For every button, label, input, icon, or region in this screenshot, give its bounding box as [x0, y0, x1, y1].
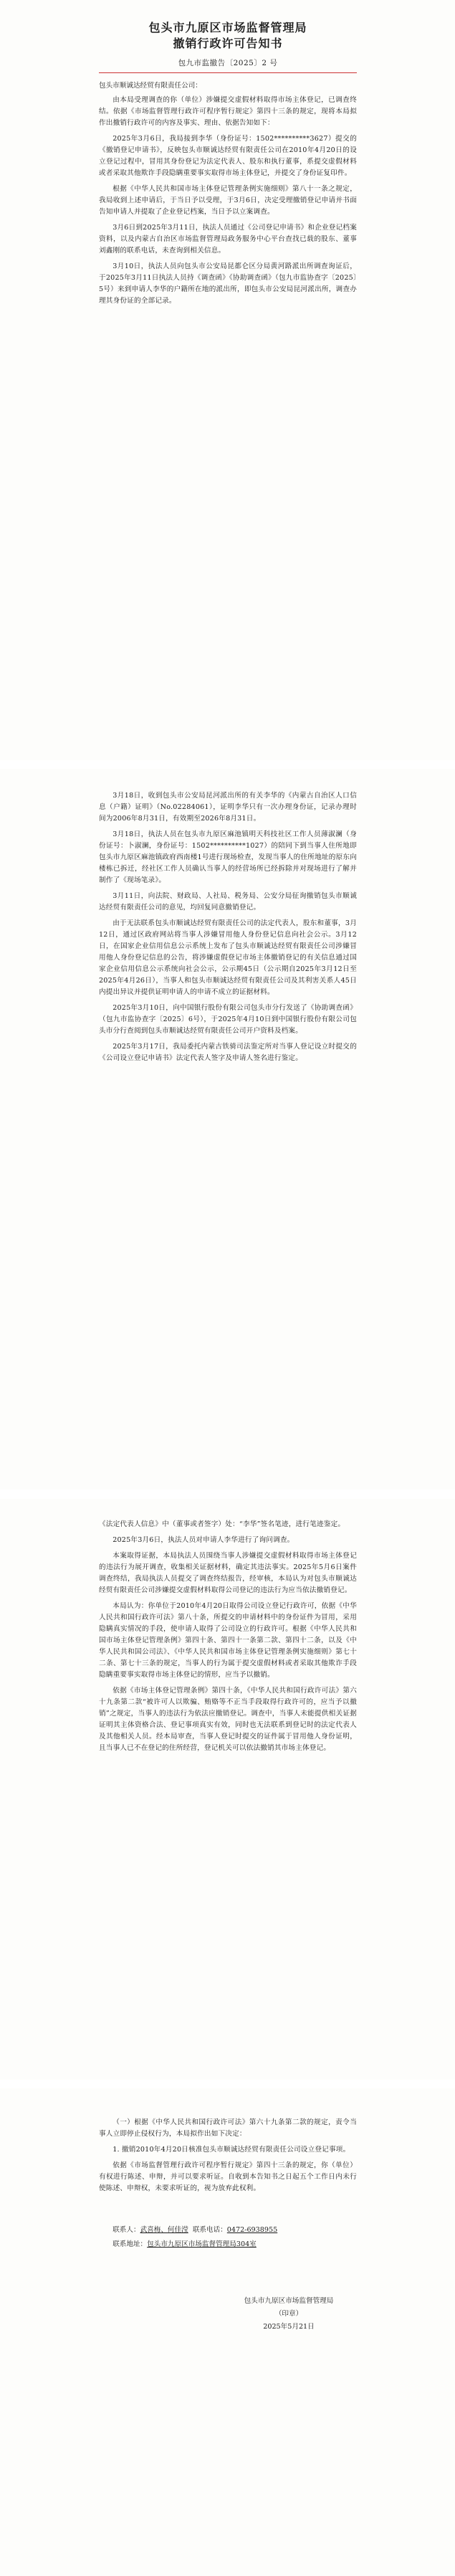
paragraph: 本局认为：你单位于2010年4月20日取得公司设立登记行政许可，依据《中华人民共和国行政许可法》第八十条，所提交的申请材料中的身份证件为冒用，采用隐瞒真实情况的手段，使申请人取得了公司设立的行政许可。根据《中华人民共和国市场主体登记管理条例》第四十条、第四十一条第二款、第四十二条，以及《中华人民共和国公司法》、《中华人民共和国市场主体登记管理条例实施细则》第七十二条、第七十三条的规定，当事人的行为属于提交虚假材料或者采取其他欺诈手段隐瞒重要事实取得市场主体登记的情形，应当予以撤销。 — [99, 1602, 357, 1679]
paragraph: 由于无法联系包头市顺诚达经贸有限责任公司的法定代表人，股东和董事，3月12日，通过区政府网站将当事人涉嫌冒用他人身份登记信息向社会公示。3月12日，在国家企业信用信息公示系统上发布了包头市顺诚达经贸有限责任公司涉嫌冒用他人身份登记信息的公告，将涉嫌虚假登记市场主体撤销登记的有关信息通过国家企业信用信息公示系统向社会公示，公示期45日（公示期自2025年3月12日至2025年4月26日），当事人和包头市顺诚达经贸有限责任公司及其利害关系人45日内提出异议并提供证明申请人的申请不成立的证据材料。 — [99, 919, 357, 996]
document-number: 包九市监撤告〔2025〕2 号 — [178, 59, 278, 67]
phone-label: 联系电话： — [192, 2226, 227, 2234]
paragraph: 2025年3月6日，执法人员对申请人李华进行了询问调查。 — [112, 1536, 294, 1544]
signature-block — [99, 2295, 357, 2334]
page-3-content — [99, 1519, 357, 1758]
document-page-4 — [0, 2088, 455, 2576]
paragraph: 3月11日，向法院、财政局、人社局、税务局、公安分局征询撤销包头市顺诚达经贸有限责任公司的意见，均回复同意撤销登记。 — [99, 892, 357, 911]
document-page-2 — [0, 769, 455, 1490]
contact-phone: 0472-6938955 — [226, 2226, 278, 2234]
document-page-3 — [0, 1499, 455, 2080]
header-divider — [99, 72, 357, 73]
address-label: 联系地址： — [112, 2240, 148, 2248]
contact-names: 武喜梅、何佳滢 — [140, 2226, 188, 2234]
document-title-line2: 撤销行政许可告知书 — [173, 37, 283, 50]
addressee: 包头市顺诚达经贸有限责任公司： — [99, 82, 202, 90]
paragraph: 1. 撤销2010年4月20日核准包头市顺诚达经贸有限责任公司设立登记事项。 — [112, 2146, 350, 2154]
document-page-1 — [0, 0, 455, 760]
document-title-line1: 包头市九原区市场监督管理局 — [148, 21, 307, 34]
paragraph: 3月18日，收到包头市公安局昆河派出所的有关李华的《内蒙古自治区人口信息（户籍）证明》（No.02284061），证明李华只有一次办理身份证，记录办理时间为2006年8月31日，有效期至2026年8月31日。 — [99, 792, 357, 823]
issue-date: 2025年5月21日 — [263, 2323, 315, 2331]
paragraph: 《法定代表人信息》中（董事或者签字）处：“李华”签名笔迹，进行笔迹鉴定。 — [99, 1520, 345, 1528]
page-4-content — [99, 2117, 357, 2334]
address-line — [99, 2238, 357, 2252]
page-1-content — [99, 20, 357, 311]
page-2-content — [99, 790, 357, 1069]
paragraph: 3月10日，执法人员向包头市公安局昆都仑区分局黄河路派出所调查询证后，于2025年3月11日执法人员持《调查函》《协助调查函》（包九市监协查字〔2025〕5号）来到申请人李华的户籍所在地的派出所，即包头市公安局昆河派出所，调查办理其身份证的全部记录。 — [99, 262, 357, 305]
paragraph: 由本局受理调查的你（单位）涉嫌提交虚假材料取得市场主体登记，已调查终结。依据《市场监督管理行政许可程序暂行规定》第四十三条的规定，现将本局拟作出撤销行政许可的内容及事实、理由、依据告知如下： — [99, 96, 357, 127]
paragraph: 2025年3月10日，向中国银行股份有限公司包头市分行发送了《协助调查函》（包九市监协查字〔2025〕6号），于2025年4月10日到中国银行股份有限公司包头市分行查阅到包头市顺诚达经贸有限责任公司开户资料及档案。 — [99, 1004, 357, 1035]
contact-line — [99, 2223, 357, 2238]
paragraph: 依据《市场监督管理行政许可程序暂行规定》第四十三条的规定，你（单位）有权进行陈述、申辩，并可以要求听证。自收到本告知书之日起五个工作日内未行使陈述、申辩权，未要求听证的，视为放弃此权利。 — [99, 2161, 357, 2192]
paragraph: 3月18日，执法人员在包头市九原区麻池镇明天科技社区工作人员薄淑澜（身份证号：卜淑澜，身份证号：1502**********1027）的陪同下到当事人住所地即包头市九原区麻池镇政府西南楼1号进行现场检查，发现当事人的住所地址的原东向楼栋已拆迁，经社区工作人员确认当事人的经营场所已经拆除并对现场进行了解并制作了《现场笔录》。 — [99, 830, 357, 884]
paragraph: （一）根据《中华人民共和国行政许可法》第六十九条第二款的规定，责令当事人立即停止侵权行为，本局拟作出如下决定： — [99, 2118, 357, 2138]
contact-label: 联系人： — [112, 2226, 140, 2234]
paragraph: 依据《市场主体登记管理条例》第四十条，《中华人民共和国行政许可法》第六十九条第二款“被许可人以欺骗、贿赂等不正当手段取得行政许可的，应当予以撤销”之规定，当事人的违法行为依法应撤销登记。调查中，当事人未能提供相关证据证明其主体资格合法、登记事项真实有效，同时也无法联系到登记时的法定代表人及其他相关人员。经本局审查，当事人登记时提交的证件属于冒用他人身份证明，且当事人已不在登记的住所经营，登记机关可以依法撤销其市场主体登记。 — [99, 1687, 357, 1752]
paragraph: 2025年3月17日，我局委托内蒙古铁骑司法鉴定所对当事人登记设立时提交的《公司设立登记申请书》法定代表人签字及申请人签名进行鉴定。 — [99, 1043, 357, 1062]
paragraph: 2025年3月6日，我局接到李华（身份证号：1502**********3627）提交的《撤销登记申请书》，反映包头市顺诚达经贸有限责任公司在2010年4月20日的设立登记过程中，冒用其身份登记为法定代表人、股东和执行董事，系提交虚假材料或者采取其他欺诈手段隐瞒重要事实取得市场主体登记，并提交了身份证复印件。 — [99, 135, 357, 177]
paragraph: 本案取得证据，本局执法人员围绕当事人涉嫌提交虚假材料取得市场主体登记的违法行为展开调查，收集相关证据材料，确定其违法事实。2025年5月6日案件调查终结，我局执法人员提交了调查终结报告，经审核，本局认为对包头市顺诚达经贸有限责任公司涉嫌提交虚假材料取得公司登记的违法行为应当依法撤销登记。 — [99, 1552, 357, 1594]
signature-org: 包头市九原区市场监督管理局 — [244, 2297, 334, 2305]
paragraph: 3月6日到2025年3月11日，执法人员通过《公司登记申请书》和企业登记档案资料，以及内蒙古自治区市场监督管理局政务服务中心平台查找已载的股东、董事刘鑫刚的联系电话，未查询到相关信息。 — [99, 224, 357, 255]
paragraph: 根据《中华人民共和国市场主体登记管理条例实施细则》第八十一条之规定，我局收到上述申请后，于当日予以受理，于3月6日，决定受理撤销登记申请并书面告知申请人并提取了企业登记档案，当日予以立案调查。 — [99, 185, 357, 216]
seal-note: （印章） — [274, 2310, 303, 2318]
contact-address: 包头市九原区市场监督管理局304室 — [147, 2240, 257, 2248]
